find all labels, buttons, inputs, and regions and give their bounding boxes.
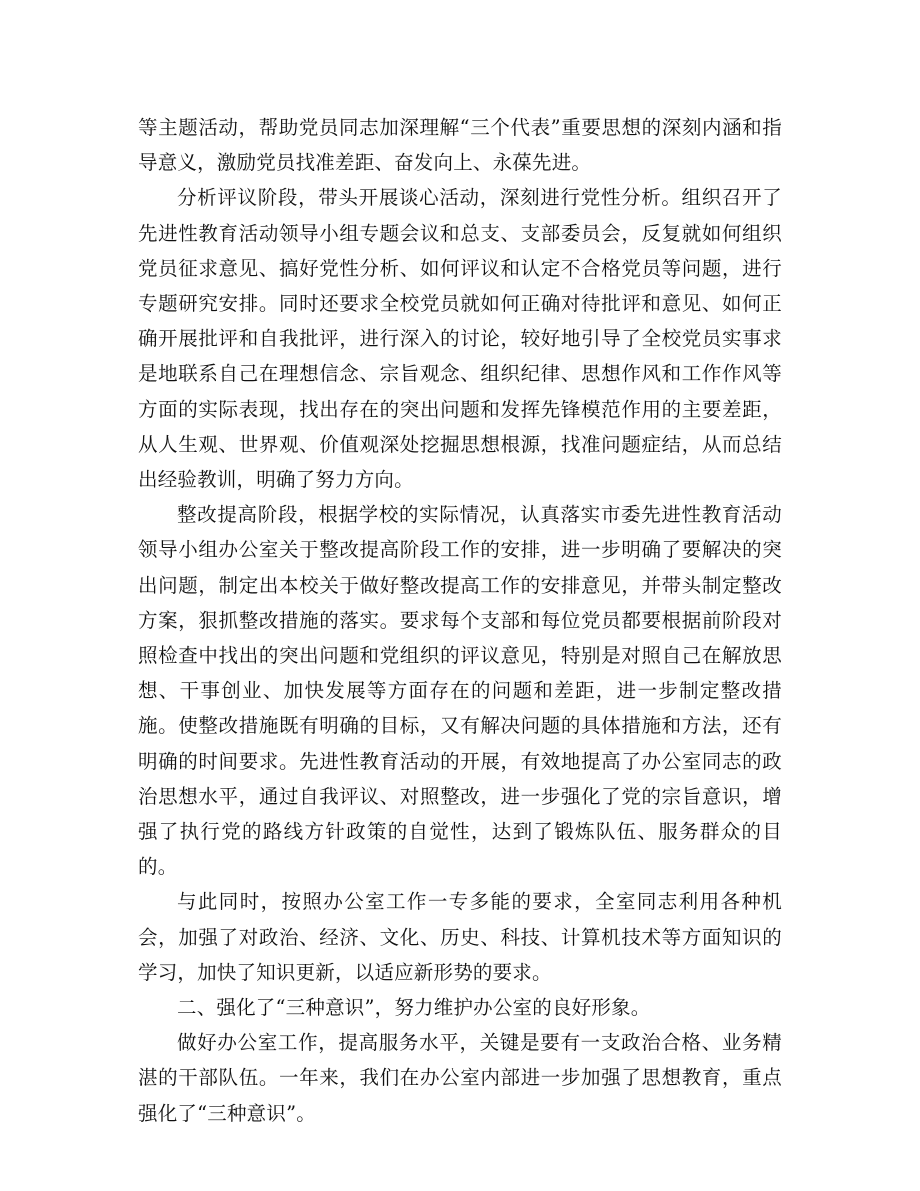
paragraph-knowledge-learning: 与此同时，按照办公室工作一专多能的要求，全室同志利用各种机会，加强了对政治、经济、文化、历史、科技、计算机技术等方面知识的学习，加快了知识更新，以适应新形势的要求。: [138, 890, 782, 984]
paragraph-analysis-stage: 分析评议阶段，带头开展谈心活动，深刻进行党性分析。组织召开了先进性教育活动领导小组专题会议和总支、支部委员会，反复就如何组织党员征求意见、搞好党性分析、如何评议和认定不合格党员等问题，进行专题研究安排。同时还要求全校党员就如何正确对待批评和意见、如何正确开展批评和自我批评，进行深入的讨论，较好地引导了全校党员实事求是地联系自己在理想信念、宗旨观念、组织纪律、思想作风和工作作风等方面的实际表现，找出存在的突出问题和发挥先锋模范作用的主要差距，从人生观、世界观、价值观深处挖掘思想根源，找准问题症结，从而总结出经验教训，明确了努力方向。: [138, 186, 782, 492]
paragraph-team-building: 做好办公室工作，提高服务水平，关键是要有一支政治合格、业务精湛的干部队伍。一年来，我们在办公室内部进一步加强了思想教育，重点强化了“三种意识”。: [138, 1031, 782, 1125]
paragraph-rectification-stage: 整改提高阶段，根据学校的实际情况，认真落实市委先进性教育活动领导小组办公室关于整改提高阶段工作的安排，进一步明确了要解决的突出问题，制定出本校关于做好整改提高工作的安排意见，并带头制定整改方案，狠抓整改措施的落实。要求每个支部和每位党员都要根据前阶段对照检查中找出的突出问题和党组织的评议意见，特别是对照自己在解放思想、干事创业、加快发展等方面存在的问题和差距，进一步制定整改措施。使整改措施既有明确的目标，又有解决问题的具体措施和方法，还有明确的时间要求。先进性教育活动的开展，有效地提高了办公室同志的政治思想水平，通过自我评议、对照整改，进一步强化了党的宗旨意识，增强了执行党的路线方针政策的自觉性，达到了锻炼队伍、服务群众的目的。: [138, 503, 782, 879]
section-heading-three-awareness: 二、强化了“三种意识”，努力维护办公室的良好形象。: [177, 996, 651, 1020]
paragraph-continuation: 等主题活动，帮助党员同志加深理解“三个代表”重要思想的深刻内涵和指导意义，激励党员找准差距、奋发向上、永葆先进。: [138, 116, 782, 175]
document-body: [138, 110, 782, 1131]
